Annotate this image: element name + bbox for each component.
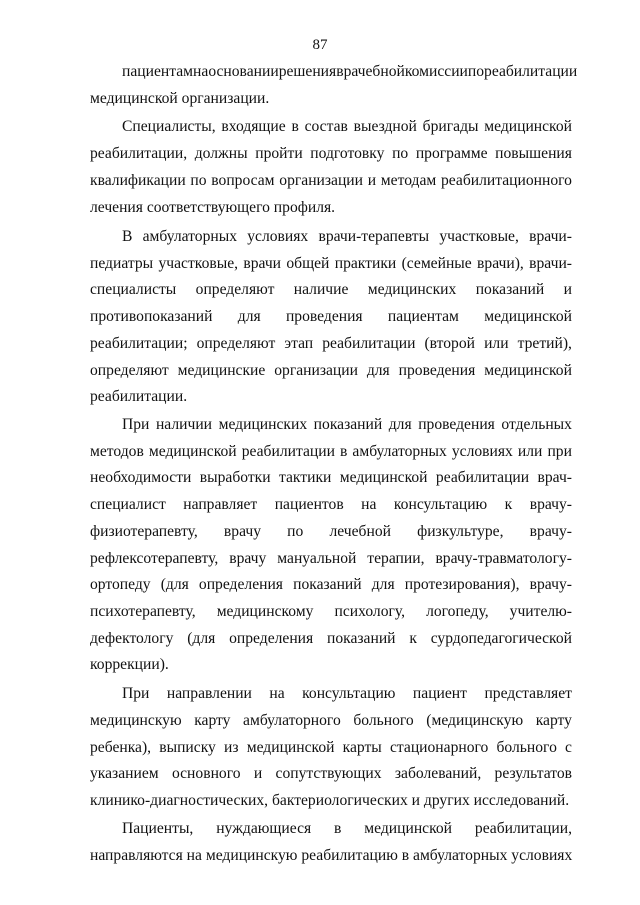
text-line: пациентам на основании решения врачебной комиссии по реабилитации <box>122 63 578 80</box>
text-line: методов медицинской реабилитации в амбулаторных условиях или при <box>90 443 572 460</box>
text-line: определяют медицинские организации для проведения медицинской <box>90 362 572 379</box>
text-line: рефлексотерапевту, врачу мануальной терапии, врачу-травматологу- <box>90 550 572 567</box>
text-line: ребенка), выписку из медицинской карты стационарного больного с <box>90 739 572 756</box>
text-line: лечения соответствующего профиля. <box>90 199 336 216</box>
text-line: клинико-диагностических, бактериологических и других исследований. <box>90 792 570 809</box>
text-line: реабилитации, должны пройти подготовку по программе повышения <box>90 145 572 162</box>
text-line: специалист направляет пациентов на консультацию к врачу- <box>90 496 572 513</box>
page-number: 87 <box>312 37 328 53</box>
text-line: медицинской организации. <box>90 90 270 107</box>
text-line: физиотерапевту, врачу по лечебной физкультуре, врачу- <box>90 523 572 540</box>
text-line: Специалисты, входящие в состав выездной бригады медицинской <box>122 118 572 135</box>
text-line: направляются на медицинскую реабилитацию в амбулаторных условиях <box>90 847 573 864</box>
text-line: реабилитации; определяют этап реабилитации (второй или третий), <box>90 335 572 352</box>
text-line: необходимости выработки тактики медицинской реабилитации врач- <box>90 469 572 486</box>
text-line: противопоказаний для проведения пациентам медицинской <box>90 308 572 325</box>
text-line: При направлении на консультацию пациент представляет <box>122 685 572 702</box>
text-line: указанием основного и сопутствующих заболеваний, результатов <box>90 765 572 782</box>
text-line: специалисты определяют наличие медицинских показаний и <box>90 281 572 298</box>
text-line: ортопеду (для определения показаний для протезирования), врачу- <box>90 576 572 593</box>
text-line: педиатры участковые, врачи общей практики (семейные врачи), врачи- <box>90 255 572 272</box>
text-line: психотерапевту, медицинскому психологу, логопеду, учителю- <box>90 603 572 620</box>
text-line: При наличии медицинских показаний для проведения отдельных <box>122 416 572 433</box>
text-line: квалификации по вопросам организации и методам реабилитационного <box>90 172 572 189</box>
text-line: медицинскую карту амбулаторного больного (медицинскую карту <box>90 712 572 729</box>
text-line: дефектологу (для определения показаний к сурдопедагогической <box>90 630 572 647</box>
text-line: коррекции). <box>90 656 169 673</box>
text-line: В амбулаторных условиях врачи-терапевты участковые, врачи- <box>122 228 572 245</box>
text-line: реабилитации. <box>90 388 188 405</box>
text-line: Пациенты, нуждающиеся в медицинской реабилитации, <box>122 820 572 837</box>
